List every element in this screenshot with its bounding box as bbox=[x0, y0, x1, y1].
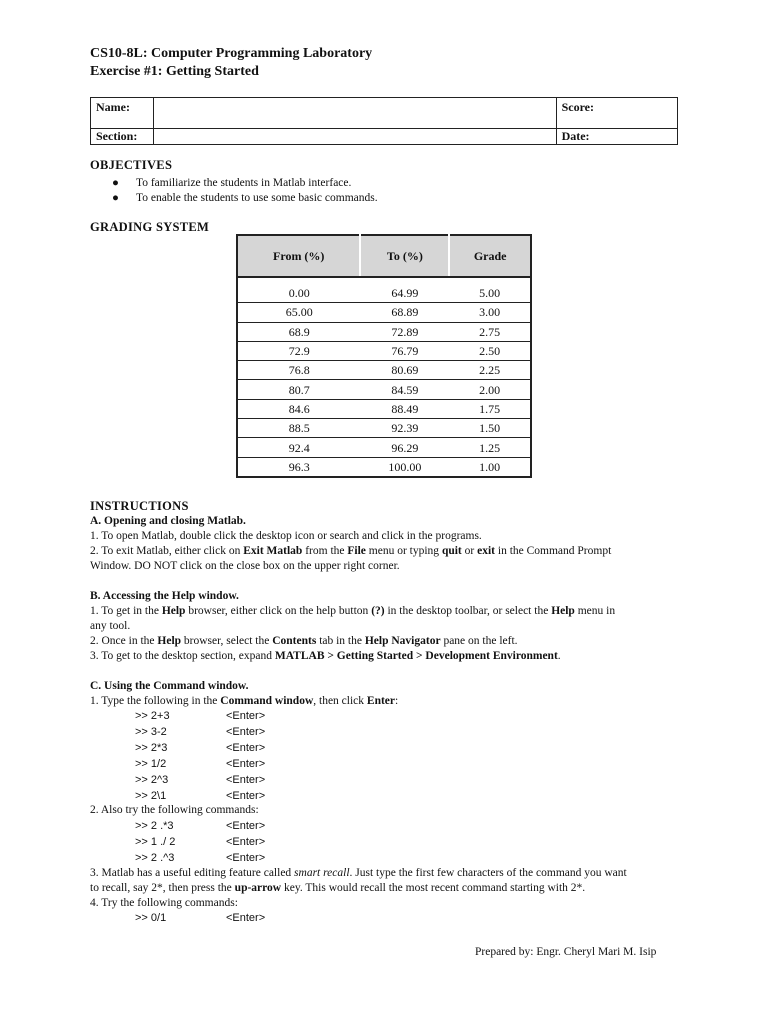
table-cell: 2.50 bbox=[449, 341, 531, 360]
table-cell: 88.5 bbox=[237, 419, 360, 438]
list-item: ● To familiarize the students in Matlab interface. bbox=[112, 177, 352, 189]
instruction-c3-cont: to recall, say 2*, then press the up-arrow key. This would recall the most recent command starting with 2*. bbox=[90, 882, 586, 894]
table-cell: 72.89 bbox=[360, 322, 449, 341]
table-cell: 0.00 bbox=[237, 284, 360, 303]
name-field[interactable] bbox=[154, 98, 556, 129]
grading-title: GRADING SYSTEM bbox=[90, 220, 210, 234]
score-label: Score: bbox=[556, 98, 677, 129]
table-cell: 2.00 bbox=[449, 380, 531, 399]
student-info-table bbox=[90, 97, 678, 145]
instruction-b1: 1. To get in the Help browser, either click on the help button (?) in the desktop toolbar, or select the Help menu in bbox=[90, 605, 616, 617]
table-cell: 5.00 bbox=[449, 284, 531, 303]
exercise-title: Exercise #1: Getting Started bbox=[90, 64, 259, 79]
table-cell: 96.3 bbox=[288, 459, 310, 474]
enter-key-label: <Enter> bbox=[226, 742, 266, 754]
table-cell: 92.4 bbox=[237, 438, 360, 457]
section-label: Section: bbox=[91, 129, 154, 145]
instruction-c1: 1. Type the following in the Command window, then click Enter: bbox=[90, 695, 399, 707]
table-cell: 76.8 bbox=[237, 361, 360, 380]
command-line bbox=[135, 741, 265, 756]
command-text: >> 2\1 bbox=[135, 790, 167, 802]
command-line bbox=[135, 819, 265, 834]
table-cell: 64.99 bbox=[360, 284, 449, 303]
col-header-from: From (%) bbox=[237, 235, 360, 277]
command-line bbox=[135, 789, 265, 804]
command-text: >> 2*3 bbox=[135, 742, 168, 754]
section-c-title: C. Using the Command window. bbox=[90, 680, 249, 692]
table-cell: 2.75 bbox=[449, 322, 531, 341]
name-label: Name: bbox=[91, 98, 154, 129]
table-row bbox=[237, 341, 531, 360]
instruction-b3: 3. To get to the desktop section, expand MATLAB > Getting Started > Development Environment. bbox=[90, 650, 561, 662]
enter-key-label: <Enter> bbox=[226, 774, 266, 786]
table-cell: 1.00 bbox=[479, 459, 501, 474]
date-label: Date: bbox=[556, 129, 677, 145]
command-text: >> 3-2 bbox=[135, 726, 167, 738]
enter-key-label: <Enter> bbox=[226, 726, 266, 738]
col-header-to: To (%) bbox=[360, 235, 449, 277]
table-cell: 84.6 bbox=[237, 399, 360, 418]
table-cell: 100.00 bbox=[388, 459, 422, 474]
table-row bbox=[237, 361, 531, 380]
command-line bbox=[135, 709, 265, 724]
grading-table bbox=[236, 234, 532, 478]
command-text: >> 0/1 bbox=[135, 912, 167, 924]
table-cell: 1.50 bbox=[449, 419, 531, 438]
enter-key-label: <Enter> bbox=[226, 820, 266, 832]
course-title: CS10-8L: Computer Programming Laboratory bbox=[90, 46, 373, 61]
col-header-grade: Grade bbox=[449, 235, 531, 277]
enter-key-label: <Enter> bbox=[226, 912, 266, 924]
table-row bbox=[237, 303, 531, 322]
command-text: >> 2 .*3 bbox=[135, 820, 174, 832]
command-line bbox=[135, 851, 265, 866]
list-item: ● To enable the students to use some basic commands. bbox=[112, 192, 378, 204]
table-cell: 88.49 bbox=[360, 399, 449, 418]
enter-key-label: <Enter> bbox=[226, 710, 266, 722]
command-text: >> 1 ./ 2 bbox=[135, 836, 176, 848]
command-line bbox=[135, 725, 265, 740]
table-row bbox=[237, 438, 531, 457]
section-b-title: B. Accessing the Help window. bbox=[90, 590, 239, 602]
bullet-icon: ● bbox=[112, 177, 119, 189]
instruction-a1: 1. To open Matlab, double click the desktop icon or search and click in the programs. bbox=[90, 530, 482, 542]
instruction-a2: 2. To exit Matlab, either click on Exit Matlab from the File menu or typing quit or exit in the Command Prompt bbox=[90, 545, 612, 557]
bullet-icon: ● bbox=[112, 192, 119, 204]
command-text: >> 2 .^3 bbox=[135, 852, 175, 864]
instructions-title: INSTRUCTIONS bbox=[90, 499, 189, 513]
table-row bbox=[237, 419, 531, 438]
command-line bbox=[135, 773, 265, 788]
table-row bbox=[237, 284, 531, 303]
command-text: >> 2+3 bbox=[135, 710, 170, 722]
table-row bbox=[237, 457, 531, 477]
table-cell: 1.25 bbox=[449, 438, 531, 457]
table-cell: 76.79 bbox=[360, 341, 449, 360]
instruction-b1-cont: any tool. bbox=[90, 620, 131, 632]
table-cell: 65.00 bbox=[237, 303, 360, 322]
table-cell: 2.25 bbox=[449, 361, 531, 380]
instruction-c3: 3. Matlab has a useful editing feature called smart recall. Just type the first few characters of the command you want bbox=[90, 867, 627, 879]
objectives-title: OBJECTIVES bbox=[90, 158, 173, 172]
table-cell: 68.9 bbox=[237, 322, 360, 341]
table-cell: 80.69 bbox=[360, 361, 449, 380]
table-cell: 80.7 bbox=[237, 380, 360, 399]
command-line bbox=[135, 835, 265, 850]
instruction-c2: 2. Also try the following commands: bbox=[90, 804, 259, 816]
command-line bbox=[135, 757, 265, 772]
table-cell: 84.59 bbox=[360, 380, 449, 399]
command-text: >> 1/2 bbox=[135, 758, 167, 770]
table-cell: 1.75 bbox=[449, 399, 531, 418]
instruction-c4: 4. Try the following commands: bbox=[90, 897, 238, 909]
enter-key-label: <Enter> bbox=[226, 852, 266, 864]
enter-key-label: <Enter> bbox=[226, 758, 266, 770]
instruction-b2: 2. Once in the Help browser, select the Contents tab in the Help Navigator pane on the left. bbox=[90, 635, 518, 647]
table-cell: 3.00 bbox=[449, 303, 531, 322]
table-row bbox=[237, 399, 531, 418]
table-cell: 96.29 bbox=[360, 438, 449, 457]
enter-key-label: <Enter> bbox=[226, 836, 266, 848]
enter-key-label: <Enter> bbox=[226, 790, 266, 802]
table-row bbox=[237, 380, 531, 399]
table-cell: 72.9 bbox=[237, 341, 360, 360]
instruction-a2-cont: Window. DO NOT click on the close box on the upper right corner. bbox=[90, 560, 400, 572]
table-cell: 68.89 bbox=[360, 303, 449, 322]
table-cell: 92.39 bbox=[360, 419, 449, 438]
section-a-title: A. Opening and closing Matlab. bbox=[90, 515, 246, 527]
command-line bbox=[135, 911, 265, 926]
objectives-list bbox=[112, 176, 378, 206]
prepared-by: Prepared by: Engr. Cheryl Mari M. Isip bbox=[475, 946, 657, 958]
table-row bbox=[237, 322, 531, 341]
section-field[interactable] bbox=[154, 129, 556, 145]
command-text: >> 2^3 bbox=[135, 774, 169, 786]
